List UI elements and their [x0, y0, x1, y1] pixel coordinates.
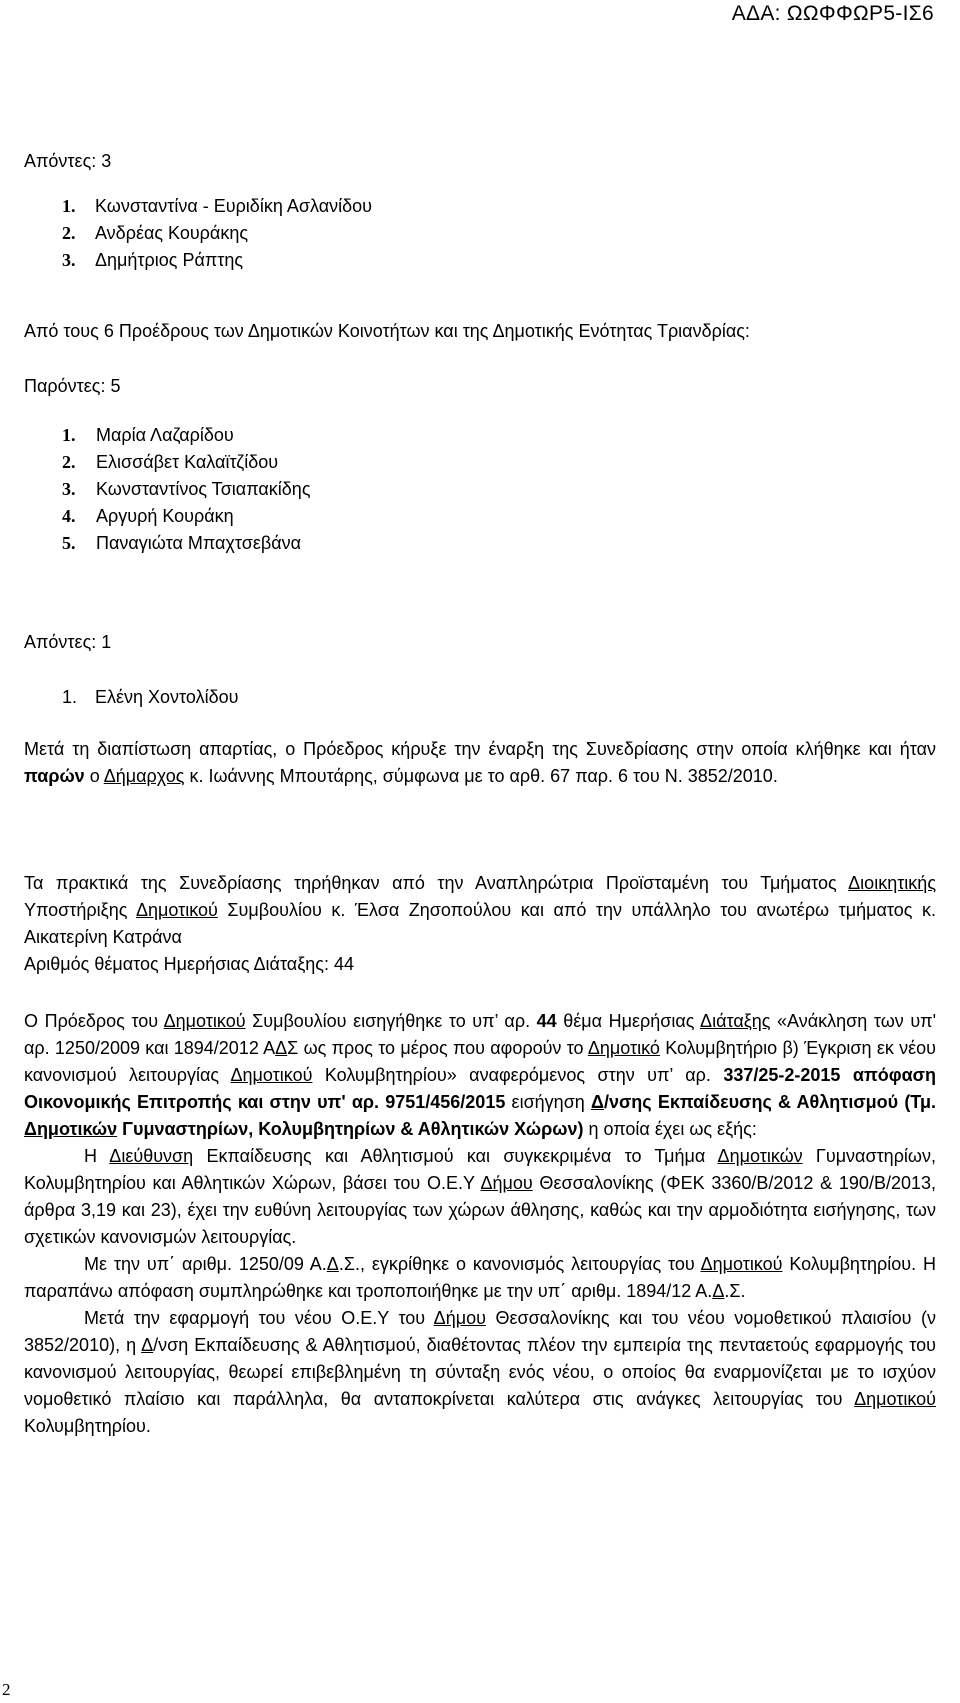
- body-paragraph-1: Η Διεύθυνση Εκπαίδευσης και Αθλητισμού και συγκεκριμένα το Τμήμα Δημοτικών Γυμναστηρίων, Κολυμβητηρίου και Αθλητικών Χώρων, βάσει του Ο.Ε.Υ Δήμου Θεσσαλονίκης (ΦΕΚ 3360/Β/2012 & 190/Β/2013, άρθρα 3,19 και 23), έχει την ευθύνη λειτουργίας των χώρων άθλησης, καθώς και την αρμοδιότητα εισήγησης, των σχετικών κανονισμών λειτουργίας.: [24, 1146, 936, 1247]
- quorum-paragraph: Μετά τη διαπίστωση απαρτίας, ο Πρόεδρος κήρυξε την έναρξη της Συνεδρίασης στην οποία κλήθηκε και ήταν παρών ο Δήμαρχος κ. Ιωάννης Μπουτάρης, σύμφωνα με το αρθ. 67 παρ. 6 του Ν. 3852/2010.: [24, 739, 936, 786]
- list-item: 4. Αργυρή Κουράκη: [62, 506, 234, 526]
- body-paragraph-2: Με την υπ΄ αριθμ. 1250/09 Α.Δ.Σ., εγκρίθηκε ο κανονισμός λειτουργίας του Δημοτικού Κολυμβητηρίου. Η παραπάνω απόφαση συμπληρώθηκε και τροποποιήθηκε με την υπ΄ αριθμ. 1894/12 Α.Δ.Σ.: [24, 1254, 936, 1301]
- present-presidents-label: Παρόντες: 5: [24, 376, 121, 396]
- list-item: 3. Κωνσταντίνος Τσιαπακίδης: [62, 479, 311, 499]
- report-paragraph: Ο Πρόεδρος του Δημοτικού Συμβουλίου εισηγήθηκε το υπ’ αρ. 44 θέμα Ημερήσιας Διάταξης «Ανάκληση των υπ' αρ. 1250/2009 και 1894/2012 ΑΔΣ ως προς το μέρος που αφορούν το Δημοτικό Κολυμβητήριο β) Έγκριση εκ νέου κανονισμού λειτουργίας Δημοτικού Κολυμβητηρίου» αναφερόμενος στην υπ’ αρ. 337/25-2-2015 απόφαση Οικονομικής Επιτροπής και στην υπ' αρ. 9751/456/2015 εισήγηση Δ/νσης Εκπαίδευσης & Αθλητισμού (Τμ. Δημοτικών Γυμναστηρίων, Κολυμβητηρίων & Αθλητικών Χώρων) η οποία έχει ως εξής: Η Διεύθυνση Εκπαίδευσης και Αθλητισμού και συγκεκριμένα το Τμήμα Δημοτικών Γυμναστηρίων, Κολυμβητηρίου και Αθλητικών Χώρων, βάσει του Ο.Ε.Υ Δήμου Θεσσαλονίκης (ΦΕΚ 3360/Β/2012 & 190/Β/2013, άρθρα 3,19 και 23), έχει την ευθύνη λειτουργίας των χώρων άθλησης, καθώς και την αρμοδιότητα εισήγησης, των σχετικών κανονισμών λειτουργίας. Με την υπ΄ αριθμ. 1250/09 Α.Δ.Σ., εγκρίθηκε ο κανονισμός λειτουργίας του Δημοτικού Κολυμβητηρίου. Η παραπάνω απόφαση συμπληρώθηκε και τροποποιήθηκε με την υπ΄ αριθμ. 1894/12 Α.Δ.Σ. Μετά την εφαρμογή του νέου Ο.Ε.Υ του Δήμου Θεσσαλονίκης και του νέου νομοθετικού πλαισίου (ν 3852/2010), η Δ/νση Εκπαίδευσης & Αθλητισμού, διαθέτοντας πλέον την εμπειρία της πενταετούς εφαρμογής του κανονισμού λειτουργίας, θεωρεί επιβεβλημένη τη σύνταξη ενός νέου, ο οποίος θα εναρμονίζεται με το ισχύον νομοθετικό πλαίσιο και παράλληλα, θα ανταποκρίνεται καλύτερα στις ανάγκες λειτουργίας του Δημοτικού Κολυμβητηρίου.: [24, 1008, 936, 1440]
- page-number: 2: [2, 1680, 11, 1699]
- absent-council-list: [62, 193, 372, 274]
- absent-presidents-label: Απόντες: 1: [24, 632, 112, 652]
- list-item: 2. Ανδρέας Κουράκης: [62, 223, 249, 243]
- list-item: 1. Κωνσταντίνα - Ευριδίκη Ασλανίδου: [62, 196, 372, 216]
- list-item: 2. Ελισσάβετ Καλαϊτζίδου: [62, 452, 279, 472]
- absent-council-label: [24, 148, 111, 175]
- agenda-item-number: Αριθμός θέματος Ημερήσιας Διάταξης: 44: [24, 954, 354, 974]
- present-presidents-list: [62, 422, 311, 557]
- list-item: 5. Παναγιώτα Μπαχτσεβάνα: [62, 533, 302, 553]
- ada-code: ΑΔΑ: ΩΩΦΦΩΡ5-ΙΣ6: [731, 2, 934, 25]
- presidents-intro: Από τους 6 Προέδρους των Δημοτικών Κοινοτήτων και της Δημοτικής Ενότητας Τριανδρίας:: [24, 321, 750, 341]
- body-paragraph-3: Μετά την εφαρμογή του νέου Ο.Ε.Υ του Δήμου Θεσσαλονίκης και του νέου νομοθετικού πλαισίου (ν 3852/2010), η Δ/νση Εκπαίδευσης & Αθλητισμού, διαθέτοντας πλέον την εμπειρία της πενταετούς εφαρμογής του κανονισμού λειτουργίας, θεωρεί επιβεβλημένη τη σύνταξη ενός νέου, ο οποίος θα εναρμονίζεται με το ισχύον νομοθετικό πλαίσιο και παράλληλα, θα ανταποκρίνεται καλύτερα στις ανάγκες λειτουργίας του Δημοτικού Κολυμβητηρίου.: [24, 1308, 936, 1436]
- absent-presidents-list: 1. Ελένη Χοντολίδου: [62, 687, 239, 707]
- list-item: 1. Μαρία Λαζαρίδου: [62, 425, 234, 445]
- absent-council-label-text: Απόντες: 3: [24, 151, 112, 171]
- list-item: 3. Δημήτριος Ράπτης: [62, 250, 244, 270]
- minutes-paragraph: Τα πρακτικά της Συνεδρίασης τηρήθηκαν από την Αναπληρώτρια Προϊσταμένη του Τμήματος Διοικητικής Υποστήριξης Δημοτικού Συμβουλίου κ. Έλσα Ζησοπούλου και από την υπάλληλο του ανωτέρω τμήματος κ. Αικατερίνη Κατράνα Αριθμός θέματος Ημερήσιας Διάταξης: 44: [24, 870, 936, 978]
